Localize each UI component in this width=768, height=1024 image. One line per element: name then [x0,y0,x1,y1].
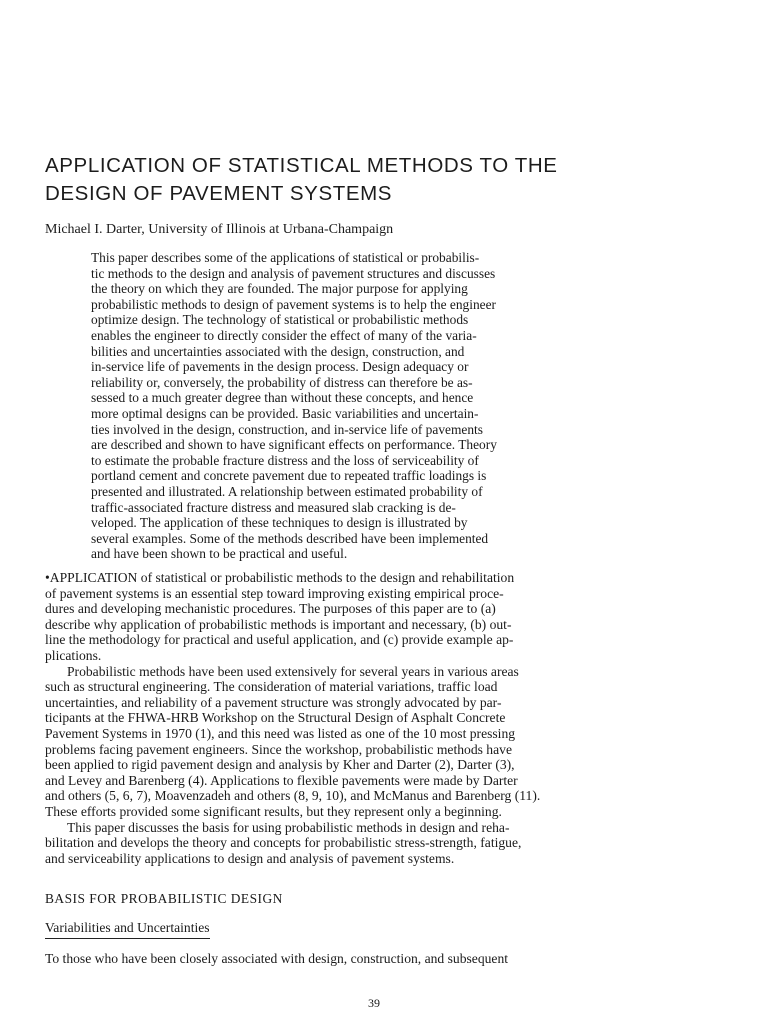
body-line: Pavement Systems in 1970 (1), and this need was listed as one of the 10 most pressing [45,725,516,741]
body-line: bilitation and develops the theory and concepts for probabilistic stress-strength, fatigue, [45,835,522,851]
body-line: and Levey and Barenberg (4). Applications to flexible pavements were made by Darter [45,772,518,788]
body-line: line the methodology for practical and useful application, and (c) provide example ap- [45,632,514,648]
abstract-line: several examples. Some of the methods described have been implemented [91,530,489,546]
abstract-line: are described and shown to have significant effects on performance. Theory [91,437,497,453]
paper-title [45,152,725,208]
abstract-line: bilities and uncertainties associated with the design, construction, and [91,343,465,359]
body-line: describe why application of probabilistic methods is important and necessary, (b) out- [45,616,512,632]
body-line: and serviceability applications to design and analysis of pavement systems. [45,850,455,866]
body-line: Probabilistic methods have been used extensively for several years in various areas [67,663,519,679]
abstract [91,250,721,562]
abstract-line: enables the engineer to directly consider the effect of many of the varia- [91,327,477,343]
abstract-line: reliability or, conversely, the probability of distress can therefore be as- [91,374,473,390]
body-paragraph-start: To those who have been closely associated with design, construction, and subsequent [45,951,509,966]
body-line: problems facing pavement engineers. Since the workshop, probabilistic methods have [45,741,512,757]
abstract-line: presented and illustrated. A relationship between estimated probability of [91,483,483,499]
abstract-line: optimize design. The technology of statistical or probabilistic methods [91,312,469,328]
abstract-line: the theory on which they are founded. The major purpose for applying [91,281,468,297]
body-line: dures and developing mechanistic procedures. The purposes of this paper are to (a) [45,601,496,617]
body-line: This paper discusses the basis for using probabilistic methods in design and reha- [67,819,510,835]
abstract-line: tic methods to the design and analysis of pavement structures and discusses [91,265,496,281]
abstract-line: veloped. The application of these techniques to design is illustrated by [91,515,468,531]
abstract-line: ties involved in the design, construction, and in-service life of pavements [91,421,483,437]
subsection-heading: Variabilities and Uncertainties [45,920,210,939]
author-affiliation: Michael I. Darter, University of Illinois at Urbana-Champaign [45,222,394,237]
body-line: ticipants at the FHWA-HRB Workshop on the Structural Design of Asphalt Concrete [45,710,506,726]
section-heading: BASIS FOR PROBABILISTIC DESIGN [45,891,283,906]
abstract-line: portland cement and concrete pavement due to repeated traffic loadings is [91,468,487,484]
abstract-line: probabilistic methods to design of pavement systems is to help the engineer [91,296,496,312]
abstract-line: to estimate the probable fracture distress and the loss of serviceability of [91,452,479,468]
body-line: •APPLICATION of statistical or probabilistic methods to the design and rehabilitation [45,570,515,585]
abstract-line: in-service life of pavements in the design process. Design adequacy or [91,359,469,375]
body-line: been applied to rigid pavement design and analysis by Kher and Darter (2), Darter (3), [45,757,515,773]
page-number: 39 [368,996,380,1010]
body-line: plications. [45,647,102,663]
introduction-body [45,570,725,866]
body-line: These efforts provided some significant results, but they represent only a beginning. [45,803,502,819]
title-line: APPLICATION OF STATISTICAL METHODS TO THE [45,154,558,177]
body-line: uncertainties, and reliability of a pavement structure was strongly advocated by par- [45,694,502,710]
title-line: DESIGN OF PAVEMENT SYSTEMS [45,182,393,205]
abstract-line: sessed to a much greater degree than without these concepts, and hence [91,390,474,406]
body-line: such as structural engineering. The consideration of material variations, traffic load [45,679,498,695]
abstract-line: This paper describes some of the applications of statistical or probabilis- [91,250,480,265]
abstract-line: more optimal designs can be provided. Basic variabilities and uncertain- [91,405,479,421]
abstract-line: traffic-associated fracture distress and measured slab cracking is de- [91,499,456,515]
body-line: and others (5, 6, 7), Moavenzadeh and others (8, 9, 10), and McManus and Barenberg (11). [45,788,541,804]
body-line: of pavement systems is an essential step toward improving existing empirical proce- [45,585,504,601]
abstract-line: and have been shown to be practical and useful. [91,546,348,562]
